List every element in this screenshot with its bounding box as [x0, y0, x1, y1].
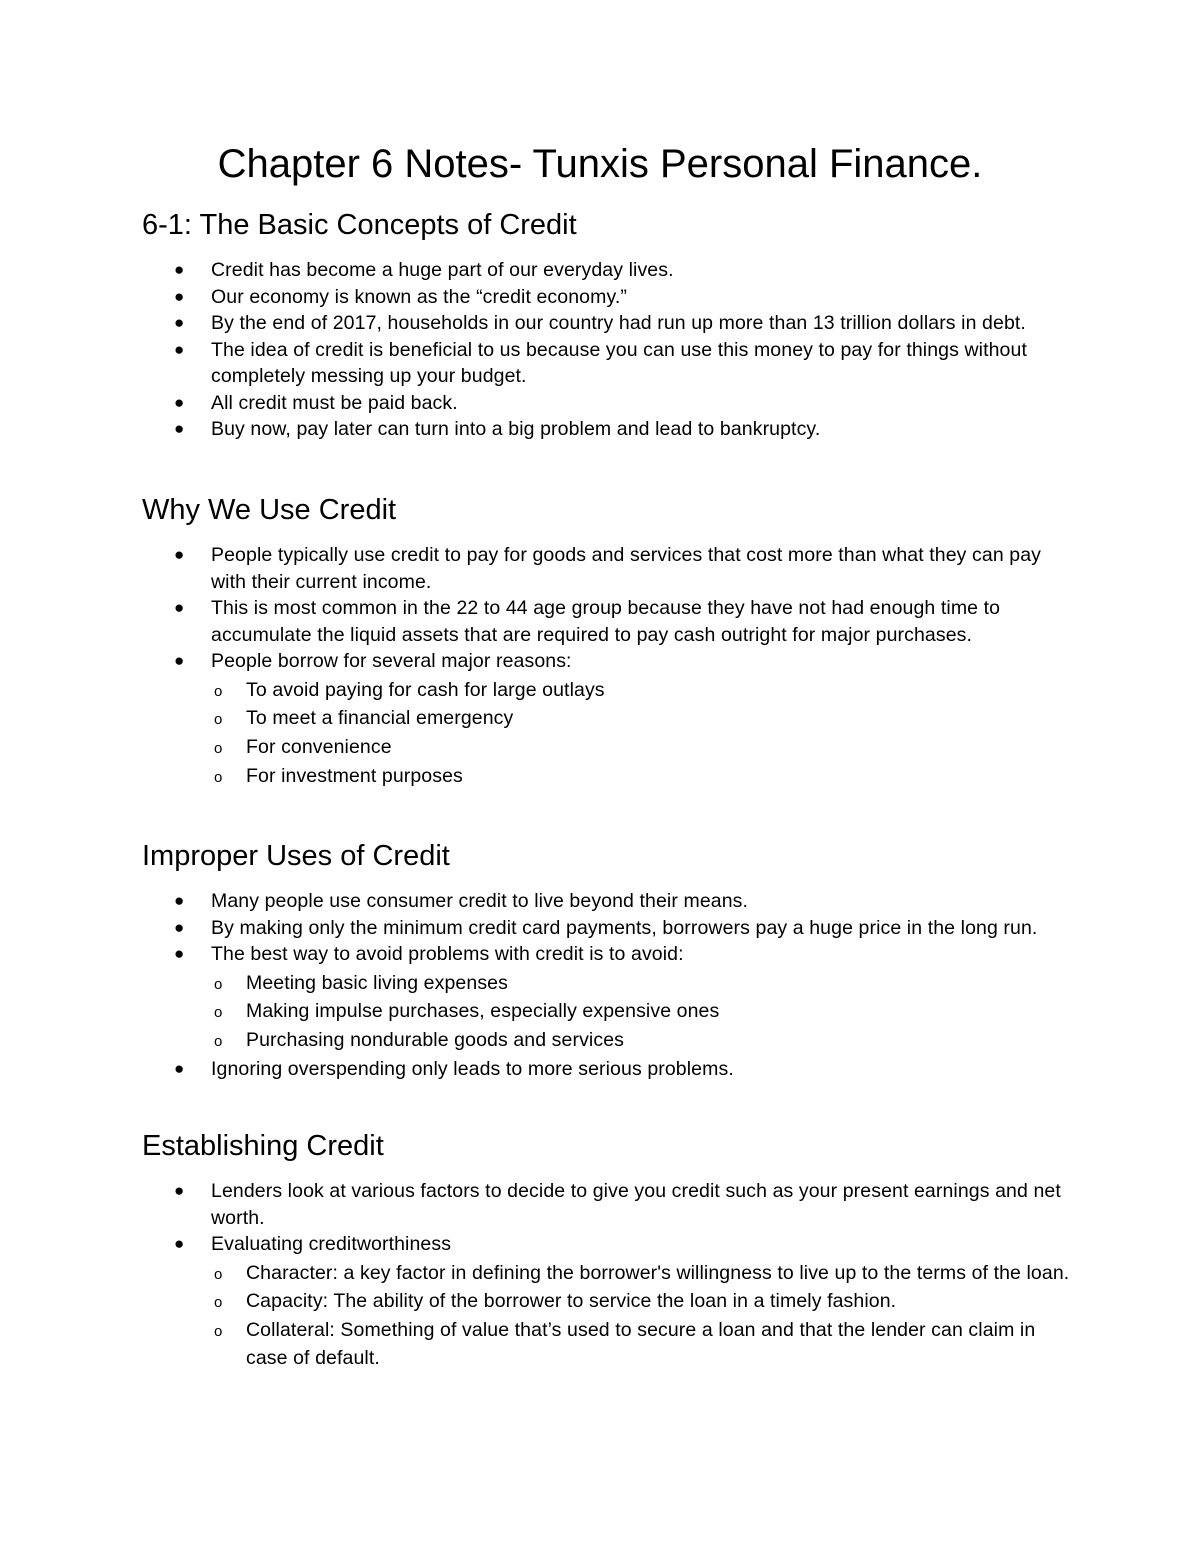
- list-item: ● This is most common in the 22 to 44 age group because they have not had enough time to accumulate the liquid assets that are required to pay cash outright for major purchases.: [174, 597, 1001, 646]
- circle-bullet-icon: o: [214, 740, 223, 758]
- bullet-icon: ●: [174, 944, 185, 963]
- circle-bullet-icon: o: [214, 1265, 223, 1283]
- sub-list-item: o Capacity: The ability of the borrower to service the loan in a timely fashion.: [211, 1288, 1072, 1316]
- list-item: ● By the end of 2017, households in our country had run up more than 13 trillion dollars in debt.: [142, 310, 1072, 337]
- list-item: ● Our economy is known as the “credit economy.”: [142, 284, 1072, 311]
- circle-bullet-icon: o: [214, 1323, 223, 1341]
- sub-list-item: o Meeting basic living expenses: [211, 970, 1072, 998]
- sub-list-item: o Purchasing nondurable goods and services: [211, 1027, 1072, 1055]
- section-why-we-use-credit: [142, 492, 1072, 792]
- bullet-icon: ●: [174, 651, 185, 670]
- list-item: ● Ignoring overspending only leads to more serious problems.: [142, 1056, 1072, 1083]
- document-title: Chapter 6 Notes- Tunxis Personal Finance.: [217, 142, 983, 186]
- list-item: ● People borrow for several major reasons: o To avoid paying for cash for large outlays o To meet a financial emergency o For convenience o For investment purposes: [142, 648, 1072, 790]
- list-item: ● By making only the minimum credit card payments, borrowers pay a huge price in the long run.: [142, 915, 1072, 942]
- section-establishing-credit: [142, 1128, 1072, 1373]
- section-improper-uses: [142, 838, 1072, 1082]
- sub-list-item: o Making impulse purchases, especially expensive ones: [211, 998, 1072, 1026]
- section-heading: 6-1: The Basic Concepts of Credit: [142, 209, 577, 241]
- sub-bullet-list: [211, 677, 1072, 791]
- bullet-icon: ●: [174, 545, 185, 564]
- circle-bullet-icon: o: [214, 682, 223, 700]
- sub-list-item: o Collateral: Something of value that’s used to secure a loan and that the lender can claim in case of default.: [214, 1319, 1036, 1369]
- sub-list-item: o To meet a financial emergency: [211, 705, 1072, 733]
- list-item: ● The idea of credit is beneficial to us because you can use this money to pay for things without completely messing up your budget.: [174, 338, 1027, 387]
- bullet-icon: ●: [174, 419, 185, 438]
- section-heading: Improper Uses of Credit: [142, 840, 450, 872]
- bullet-icon: ●: [174, 339, 185, 359]
- bullet-icon: ●: [174, 1181, 185, 1200]
- bullet-list: [142, 542, 1072, 790]
- bullet-list: [142, 888, 1072, 1082]
- list-item: ● Lenders look at various factors to decide to give you credit such as your present earnings and net worth.: [174, 1180, 1061, 1229]
- section-heading: Why We Use Credit: [142, 494, 397, 526]
- circle-bullet-icon: o: [214, 711, 223, 729]
- bullet-icon: ●: [174, 891, 185, 910]
- list-item: ● Buy now, pay later can turn into a big problem and lead to bankruptcy.: [142, 416, 1072, 443]
- bullet-icon: ●: [174, 313, 185, 332]
- list-item: ● People typically use credit to pay for goods and services that cost more than what they can pay with their current income.: [174, 544, 1042, 593]
- bullet-icon: ●: [174, 286, 185, 306]
- section-basic-concepts: [142, 207, 1072, 443]
- bullet-icon: ●: [174, 1234, 185, 1253]
- sub-list-item: o Character: a key factor in defining the borrower's willingness to live up to the terms of the loan.: [211, 1260, 1072, 1288]
- list-item: ● All credit must be paid back.: [142, 390, 1072, 417]
- circle-bullet-icon: o: [214, 1033, 223, 1051]
- list-item: ● The best way to avoid problems with credit is to avoid: o Meeting basic living expenses o Making impulse purchases, especially expensive ones o Purchasing nondurable goods and services: [142, 941, 1072, 1055]
- circle-bullet-icon: o: [214, 975, 223, 993]
- sub-list-item: o For investment purposes: [211, 763, 1072, 791]
- sub-list-item: o For convenience: [211, 734, 1072, 762]
- circle-bullet-icon: o: [214, 1004, 223, 1022]
- circle-bullet-icon: o: [214, 1294, 223, 1312]
- section-heading: Establishing Credit: [142, 1130, 384, 1162]
- sub-list-item: o To avoid paying for cash for large outlays: [211, 677, 1072, 705]
- sub-bullet-list: [211, 970, 1072, 1055]
- list-item: ● Credit has become a huge part of our everyday lives.: [142, 257, 1072, 284]
- bullet-icon: ●: [174, 1058, 185, 1078]
- bullet-icon: ●: [174, 598, 185, 617]
- bullet-icon: ●: [174, 917, 185, 937]
- bullet-list: [142, 257, 1072, 443]
- bullet-icon: ●: [174, 392, 185, 412]
- list-item: ● Many people use consumer credit to live beyond their means.: [142, 888, 1072, 915]
- list-item: ● Evaluating creditworthiness o Character: a key factor in defining the borrower's willingness to live up to the terms of the loan. o Capacity: The ability of the borrower to service the loan in a timely fashion. o Collateral: Something of value that’s used to secure a loan and that the lender can claim in case of default.: [142, 1231, 1072, 1372]
- circle-bullet-icon: o: [214, 768, 223, 786]
- bullet-icon: ●: [174, 260, 185, 279]
- sub-bullet-list: [211, 1260, 1072, 1373]
- bullet-list: [142, 1178, 1072, 1372]
